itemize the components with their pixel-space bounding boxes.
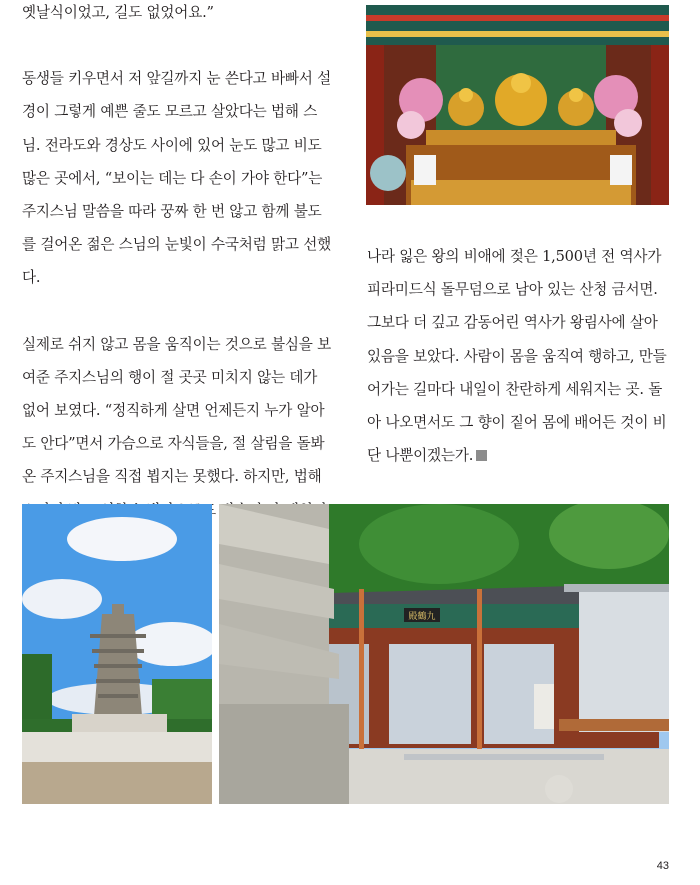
altar-photo (366, 5, 669, 205)
temple-hall-image (219, 504, 669, 804)
page-number: 43 (656, 860, 669, 872)
end-mark-icon (476, 450, 487, 461)
pagoda-photo (22, 504, 212, 804)
article-left-column (22, 0, 334, 560)
paragraph-4-text: 나라 잃은 왕의 비애에 젖은 1,500년 전 역사가 피라미드식 돌무덤으로 남아 있는 산청 금서면. 그보다 더 깊고 감동어린 역사가 왕림사에 살아 있음을 보았다. 사람이 몸을 움직여 행하고, 만들어가는 길마다 내일이 찬란하게 세워지는 곳. 돌아 나오면서도 그 향이 짙어 몸에 배어든 것이 비단 나뿐이겠는가. (367, 248, 667, 465)
paragraph-1: 옛날식이었고, 길도 없었어요.” (22, 4, 214, 21)
article-right-column (367, 240, 669, 472)
altar-image (366, 5, 669, 205)
paragraph-3: 실제로 쉬지 않고 몸을 움직이는 것으로 불심을 보여준 주지스님의 행이 절 곳곳 미치지 않는 데가 없어 보였다. “정직하게 살면 언제든지 누가 알아도 안다”면서 가슴으로 자식들을, 절 살림을 돌봐온 주지스님을 직접 뵙지는 못했다. 하지만, 법해 (22, 335, 332, 486)
paragraph-4 (367, 240, 669, 472)
temple-hall-photo (219, 504, 669, 804)
paragraph-2: 동생들 키우면서 저 앞길까지 눈 쓴다고 바빠서 설경이 그렇게 예쁜 줄도 모르고 살았다는 법해 스님. 전라도와 경상도 사이에 있어 눈도 많고 비도 많은 곳에서, “보이는 데는 다 손이 가야 한다”는 주지스님 말씀을 따라 꿍짜 한 번 않고 함께 불도를 걸어온 젊은 스님의 눈빛이 수국처럼 맑고 선했다. (22, 70, 332, 287)
pagoda-image (22, 504, 212, 804)
svg-text:殿鶴九: 殿鶴九 (408, 612, 436, 622)
